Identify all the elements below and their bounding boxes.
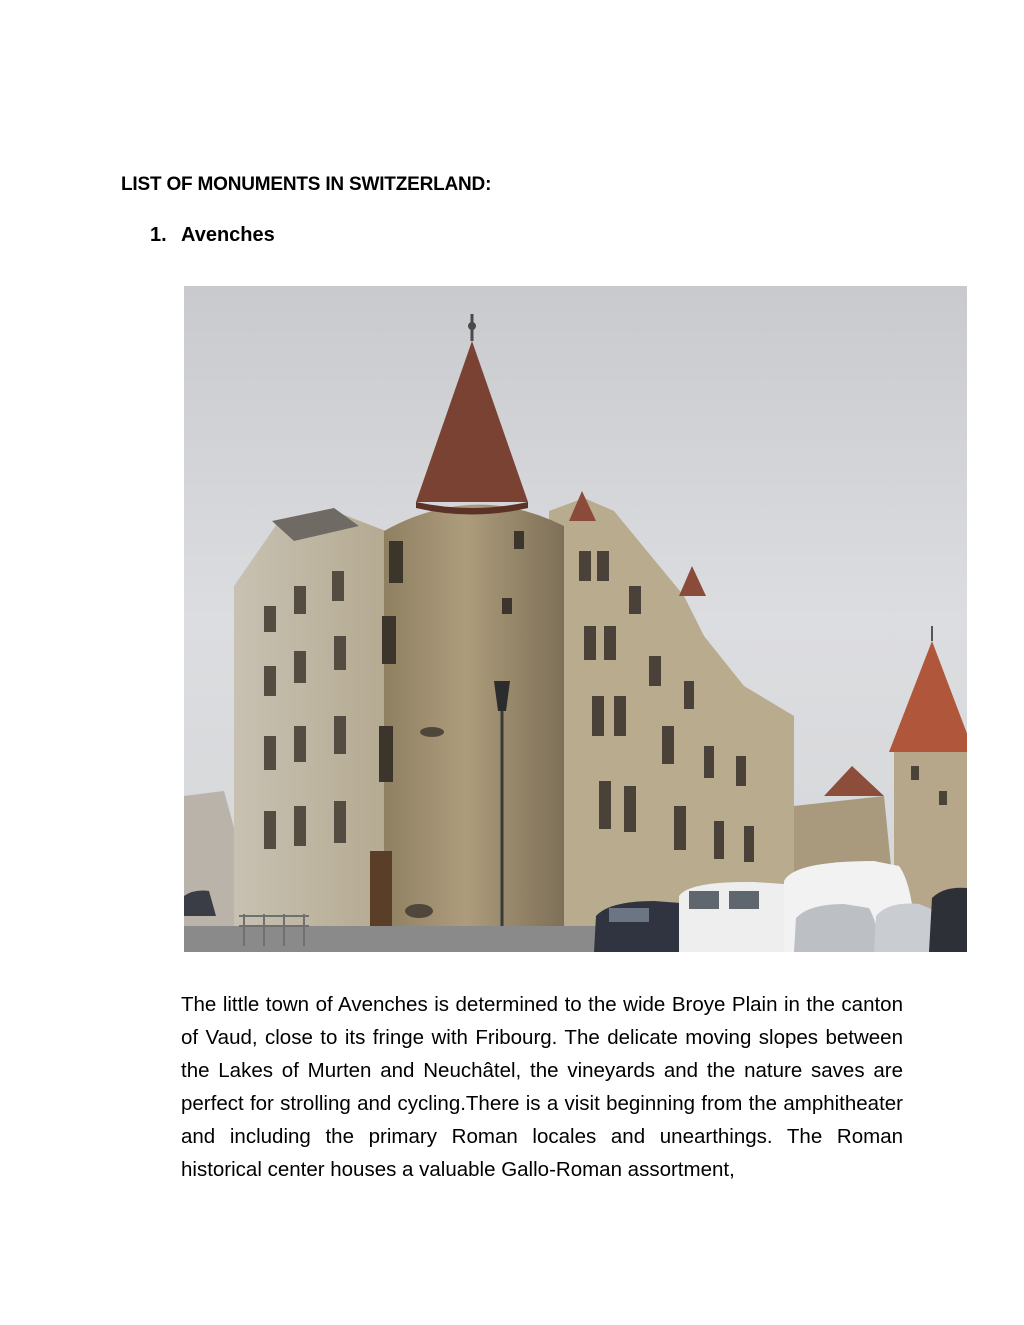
avenches-photo — [184, 286, 967, 952]
list-title: Avenches — [181, 224, 275, 246]
list-number: 1. — [150, 224, 167, 246]
list-item-avenches — [150, 224, 275, 247]
page-heading: LIST OF MONUMENTS IN SWITZERLAND: — [121, 174, 492, 195]
body-paragraph: The little town of Avenches is determined to the wide Broye Plain in the canton of Vaud, close to its fringe with Fribourg. The delicate moving slopes between the Lakes of Murten and Neuchâtel, the vineyards and the nature saves are perfect for strolling and cycling.There is a visit beginning from the amphitheater and including the primary Roman locales and unearthings. The Roman historical center houses a valuable Gallo-Roman assortment, — [181, 993, 903, 1181]
